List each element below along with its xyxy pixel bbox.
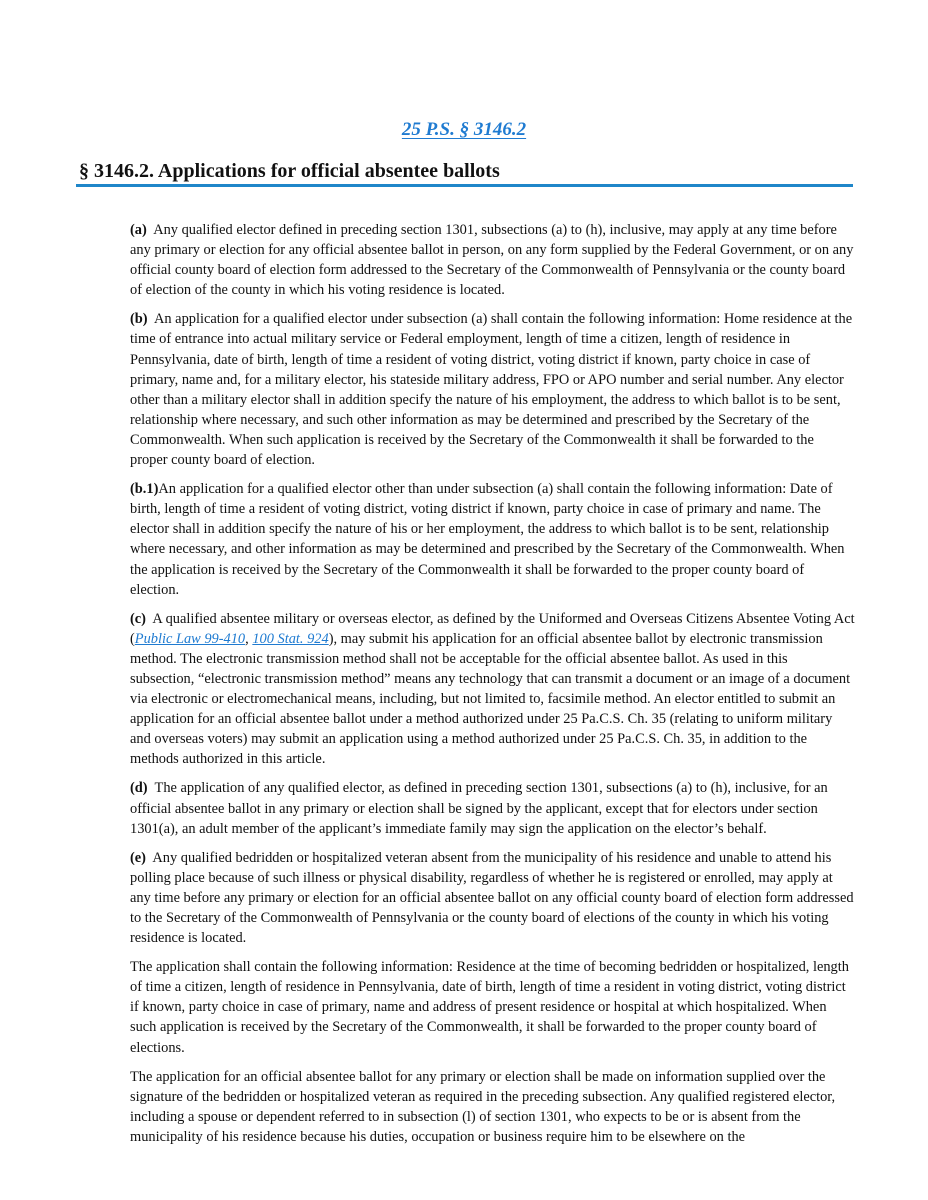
public-law-link[interactable]: Public Law 99-410	[134, 630, 246, 647]
subsection-text: Any qualified bedridden or hospitalized veteran absent from the municipality of his residence and unable to attend his polling place because of such illness or physical disability, regardless of whether he is registered or enrolled, may apply at any time before any primary or election for an official absentee ballot on any official county board of election form addressed to the Secretary of the Commonwealth of Pennsylvania or the county board of elections of the county in which his voting residence is located.	[130, 849, 854, 947]
subsection-text: An application for a qualified elector under subsection (a) shall contain the following information: Home residence at the time of entrance into actual military service or Federal employment, length of time a citizen, length of residence in Pennsylvania, date of birth, length of time a resident of voting district, voting district if known, party choice in case of primary, name and, for a military elector, his stateside military address, FPO or APO number and serial number. Any elector other than a military elector shall in addition specify the nature of his employment, the address to which ballot is to be sent, relationship where necessary, and such other information as may be determined and prescribed by the Secretary of the Commonwealth. When such application is received by the Secretary of the Commonwealth it shall be forwarded to the proper county board of election.	[130, 311, 853, 469]
subsection-text: A qualified absentee military or overseas elector, as defined by the Uniformed and Overseas Citizens Absentee Voting Act (	[130, 610, 855, 647]
subsection-text-continued: ), may submit his application for an official absentee ballot by electronic transmission method. The electronic transmission method shall not be acceptable for the official absentee ballot. As used in this subsection, “electronic transmission method” means any technology that can transmit a document or an image of a document via electronic or electromechanical means, including, but not limited to, facsimile method. An elector entitled to submit an application for an official absentee ballot under a method authorized under 25 Pa.C.S. Ch. 35 (relating to uniform military and overseas voters) may submit an application using a method authorized under 25 Pa.C.S. Ch. 35, in addition to the methods authorized in this article.	[130, 630, 851, 768]
paragraph-text: The application for an official absentee ballot for any primary or election shall be made on information supplied over the signature of the bedridden or hospitalized veteran as required in the preceding subsection. Any qualified registered elector, including a spouse or dependent referred to in subsection (l) of section 1301, who expects to be or is absent from the municipality of his residence because his duties, occupation or business require him to be elsewhere on the	[130, 1068, 836, 1145]
subsection-b1	[130, 479, 855, 600]
title-rule	[76, 184, 853, 187]
subsection-text: The application of any qualified elector, as defined in preceding section 1301, subsections (a) to (h), inclusive, for an official absentee ballot in any primary or election shall be signed by the applicant, except that for electors under section 1301(a), an adult member of the applicant’s immediate family may sign the application on the elector’s behalf.	[130, 780, 828, 837]
subsection-label: (b)	[130, 311, 148, 328]
subsection-a	[130, 220, 855, 300]
paragraph	[130, 1067, 855, 1147]
section-title: § 3146.2. Applications for official absentee ballots	[79, 160, 500, 182]
link-separator: ,	[245, 630, 253, 647]
subsection-c	[130, 609, 855, 770]
subsection-label: (a)	[130, 222, 147, 238]
subsection-text: Any qualified elector defined in preceding section 1301, subsections (a) to (h), inclusive, may apply at any time before any primary or election for any official absentee ballot in person, on any form supplied by the Federal Government, or on any official county board of election form addressed to the Secretary of the Commonwealth of Pennsylvania or the county board of election of the county in which his voting residence is located.	[130, 222, 854, 299]
statute-body	[130, 220, 855, 1156]
subsection-label: (e)	[130, 849, 146, 866]
subsection-text: An application for a qualified elector other than under subsection (a) shall contain the following information: Date of birth, length of time a resident of voting district, voting district if known, party choice in case of primary and name. The elector shall in addition specify the nature of his or her employment, the address to which ballot is to be sent, relationship where necessary, and other information as may be determined and prescribed by the Secretary of the Commonwealth. When the application is received by the Secretary of the Commonwealth it shall be forwarded to the proper county board of election.	[130, 481, 845, 598]
subsection-e	[130, 848, 855, 948]
subsection-b	[130, 309, 855, 470]
subsection-label: (b.1)	[130, 481, 159, 498]
paragraph-text: The application shall contain the following information: Residence at the time of becoming bedridden or hospitalized, length of time a citizen, length of residence in Pennsylvania, date of birth, length of time a resident in voting district, voting district if known, party choice in case of primary, name and address of present residence or hospital at which hospitalized. When such application is received by the Secretary of the Commonwealth, it shall be forwarded to the proper county board of elections.	[130, 959, 849, 1056]
statute-link[interactable]: 100 Stat. 924	[252, 630, 329, 647]
subsection-label: (c)	[130, 610, 146, 627]
subsection-d	[130, 778, 855, 838]
subsection-label: (d)	[130, 780, 148, 797]
citation-link[interactable]: 25 P.S. § 3146.2	[401, 119, 527, 140]
paragraph	[130, 957, 855, 1057]
